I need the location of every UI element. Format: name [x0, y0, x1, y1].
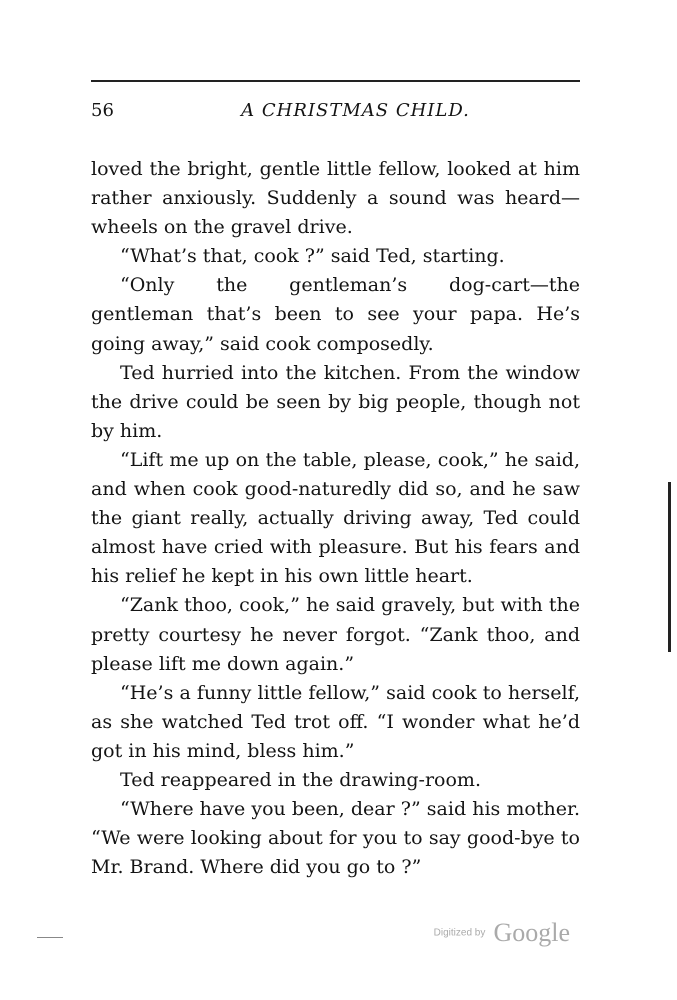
paragraph: Ted reappeared in the drawing-room.: [120, 768, 481, 791]
paragraph: “What’s that, cook ?” said Ted, starting.: [120, 245, 505, 268]
header-rule: [91, 80, 580, 82]
paragraph: “Zank thoo, cook,” he said gravely, but with the pretty courtesy he never forgot. “Zank thoo, and please lift me down again.”: [91, 594, 580, 675]
margin-dash: [37, 937, 63, 938]
page-number: 56: [91, 100, 114, 121]
page-body: [91, 155, 580, 882]
watermark-brand: Google: [493, 918, 570, 947]
paragraph: loved the bright, gentle little fellow, looked at him rather anxiously. Suddenly a sound was heard— wheels on the gravel drive.: [91, 158, 580, 239]
running-title: A CHRISTMAS CHILD.: [241, 100, 470, 121]
paragraph: “Where have you been, dear ?” said his mother. “We were looking about for you to say good-bye to Mr. Brand. Where did you go to ?”: [91, 798, 580, 879]
paragraph: “Only the gentleman’s dog-cart—the gentleman that’s been to see your papa. He’s going away,” said cook composedly.: [91, 274, 580, 355]
paragraph: Ted hurried into the kitchen. From the window the drive could be seen by big people, though not by him.: [91, 361, 580, 442]
page-header: [91, 100, 580, 128]
paragraph: “He’s a funny little fellow,” said cook to herself, as she watched Ted trot off. “I wonder what he’d got in his mind, bless him.”: [91, 681, 580, 762]
paragraph: “Lift me up on the table, please, cook,” he said, and when cook good-naturedly did so, and he saw the giant really, actually driving away, Ted could almost have cried with pleasure. But his fears and his relief he kept in his own little heart.: [91, 448, 580, 588]
page-edge-mark: [668, 482, 671, 652]
watermark-prefix: Digitized by: [433, 927, 486, 939]
digitization-watermark: [434, 918, 570, 948]
